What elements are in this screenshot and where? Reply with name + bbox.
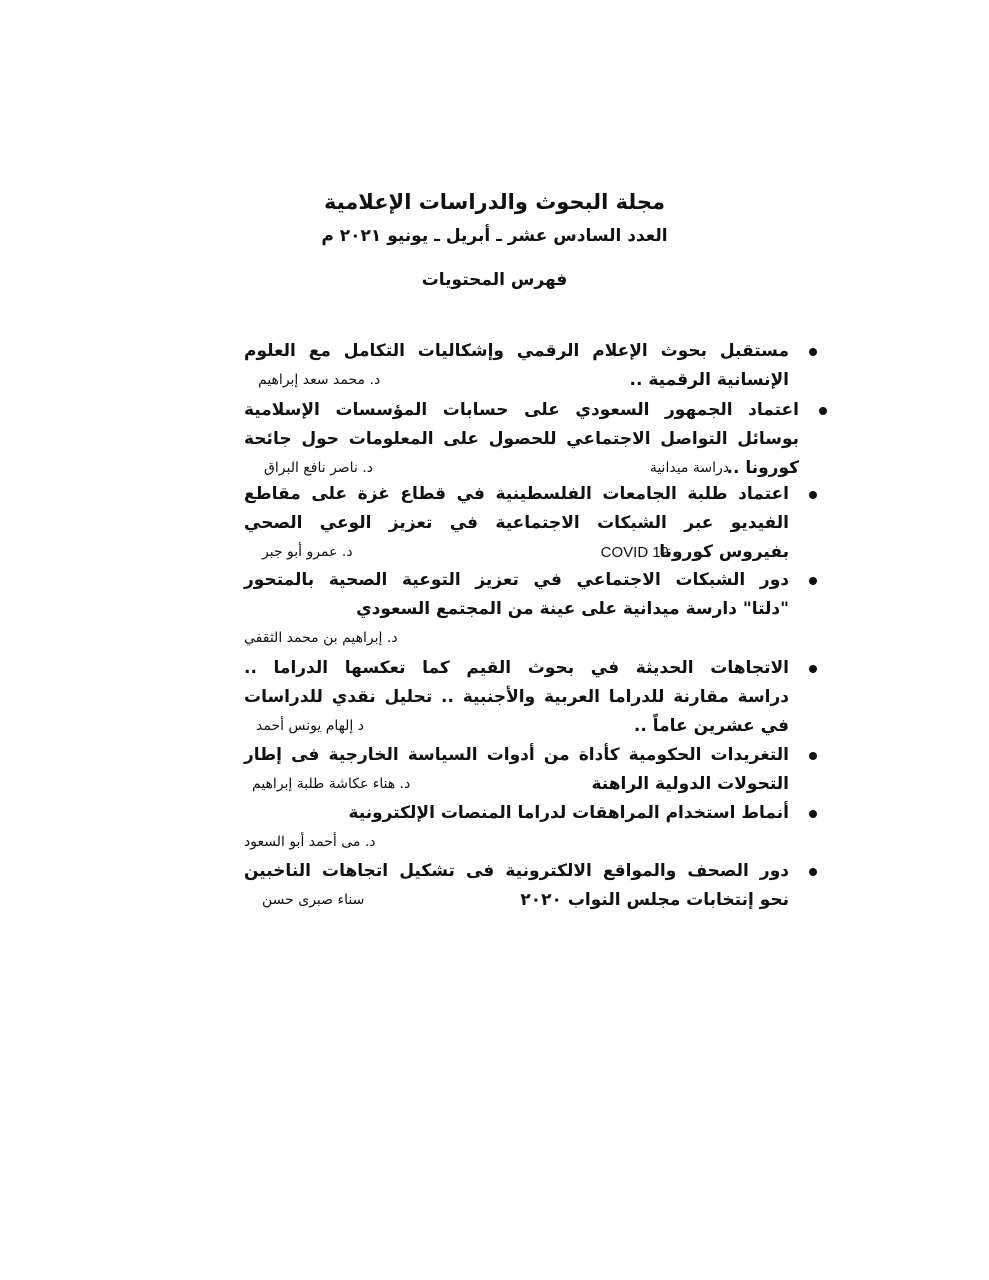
- entry-author: د. مى أحمد أبو السعود: [244, 834, 376, 850]
- entry-author: د. عمرو أبو جبر: [262, 544, 353, 560]
- bullet-icon: [819, 407, 827, 415]
- entry-title-line: بفيروس كورونا: [659, 542, 789, 562]
- issue-line: العدد السادس عشر ـ أبريل ـ يونيو ٢٠٢١ م: [321, 226, 668, 246]
- entry-title-line: الإنسانية الرقمية ..: [629, 370, 789, 390]
- entry-author: د. محمد سعد إبراهيم: [258, 372, 381, 388]
- entry-title-line: دور الشبكات الاجتماعي في تعزيز التوعية الصحية بالمتحور: [244, 570, 789, 590]
- entry-author: د. هناء عكاشة طلبة إبراهيم: [252, 776, 411, 792]
- entry-author-line: [244, 828, 789, 857]
- entry-title-line: بوسائل التواصل الاجتماعي للحصول على المعلومات حول جائحة: [244, 429, 799, 449]
- toc-entry-3: [244, 480, 789, 567]
- entry-last-line: [244, 538, 789, 567]
- entry-title-line: التغريدات الحكومية كأداة من أدوات السياسة الخارجية فى إطار: [244, 745, 789, 765]
- entry-last-line: [244, 712, 789, 741]
- bullet-icon: [809, 810, 817, 818]
- toc-entry-4: [244, 566, 789, 653]
- entry-title-line: التحولات الدولية الراهنة: [591, 774, 789, 794]
- entry-author: د إلهام يونس أحمد: [256, 718, 364, 734]
- entry-last-line: [244, 886, 789, 915]
- toc-entry-5: [244, 654, 789, 741]
- bullet-icon: [809, 665, 817, 673]
- bullet-icon: [809, 868, 817, 876]
- bullet-icon: [809, 491, 817, 499]
- entry-last-line: [244, 454, 799, 483]
- toc-entry-6: [244, 741, 789, 799]
- entry-author: د. إبراهيم بن محمد الثقفي: [244, 630, 398, 646]
- toc-entry-7: [244, 799, 789, 857]
- entry-note: دراسة ميدانية: [649, 460, 729, 476]
- toc-entry-8: [244, 857, 789, 915]
- entry-title-line: نحو إنتخابات مجلس النواب ٢٠٢٠: [520, 890, 789, 910]
- toc-entry-2: [244, 396, 799, 483]
- entry-title-line: أنماط استخدام المراهقات لدراما المنصات الإلكترونية: [348, 803, 789, 823]
- bullet-icon: [809, 348, 817, 356]
- entry-title-line: في عشرين عاماً ..: [633, 716, 789, 736]
- entry-title-line: مستقبل بحوث الإعلام الرقمي وإشكاليات التكامل مع العلوم: [244, 341, 789, 361]
- entry-title-line: دراسة مقارنة للدراما العربية والأجنبية .. تحليل نقدي للدراسات: [244, 687, 789, 707]
- entry-note: COVID 19: [600, 544, 669, 561]
- entry-title-line: كورونا ..: [726, 458, 799, 478]
- entry-title-line: اعتماد طلبة الجامعات الفلسطينية في قطاع غزة على مقاطع: [244, 484, 789, 504]
- entry-author-line: [244, 624, 789, 653]
- entry-title-line: اعتماد الجمهور السعودي على حسابات المؤسسات الإسلامية: [244, 400, 799, 420]
- journal-title: مجلة البحوث والدراسات الإعلامية: [323, 190, 666, 214]
- bullet-icon: [809, 577, 817, 585]
- entry-title-line: دور الصحف والمواقع الالكترونية فى تشكيل اتجاهات الناخبين: [244, 861, 789, 881]
- toc-title: فهرس المحتويات: [421, 270, 568, 290]
- entry-author: سناء صبرى حسن: [262, 892, 365, 908]
- entry-author: د. ناصر نافع البراق: [264, 460, 373, 476]
- entry-title-line: الفيديو عبر الشبكات الاجتماعية في تعزيز الوعي الصحي: [244, 513, 789, 533]
- entry-title-line: الاتجاهات الحديثة في بحوث القيم كما تعكسها الدراما ..: [244, 658, 789, 678]
- entry-last-line: [244, 770, 789, 799]
- entry-title-line: "دلتا" دارسة ميدانية على عينة من المجتمع السعودي: [356, 599, 789, 619]
- toc-entry-1: [244, 337, 789, 395]
- entry-last-line: [244, 366, 789, 395]
- bullet-icon: [809, 752, 817, 760]
